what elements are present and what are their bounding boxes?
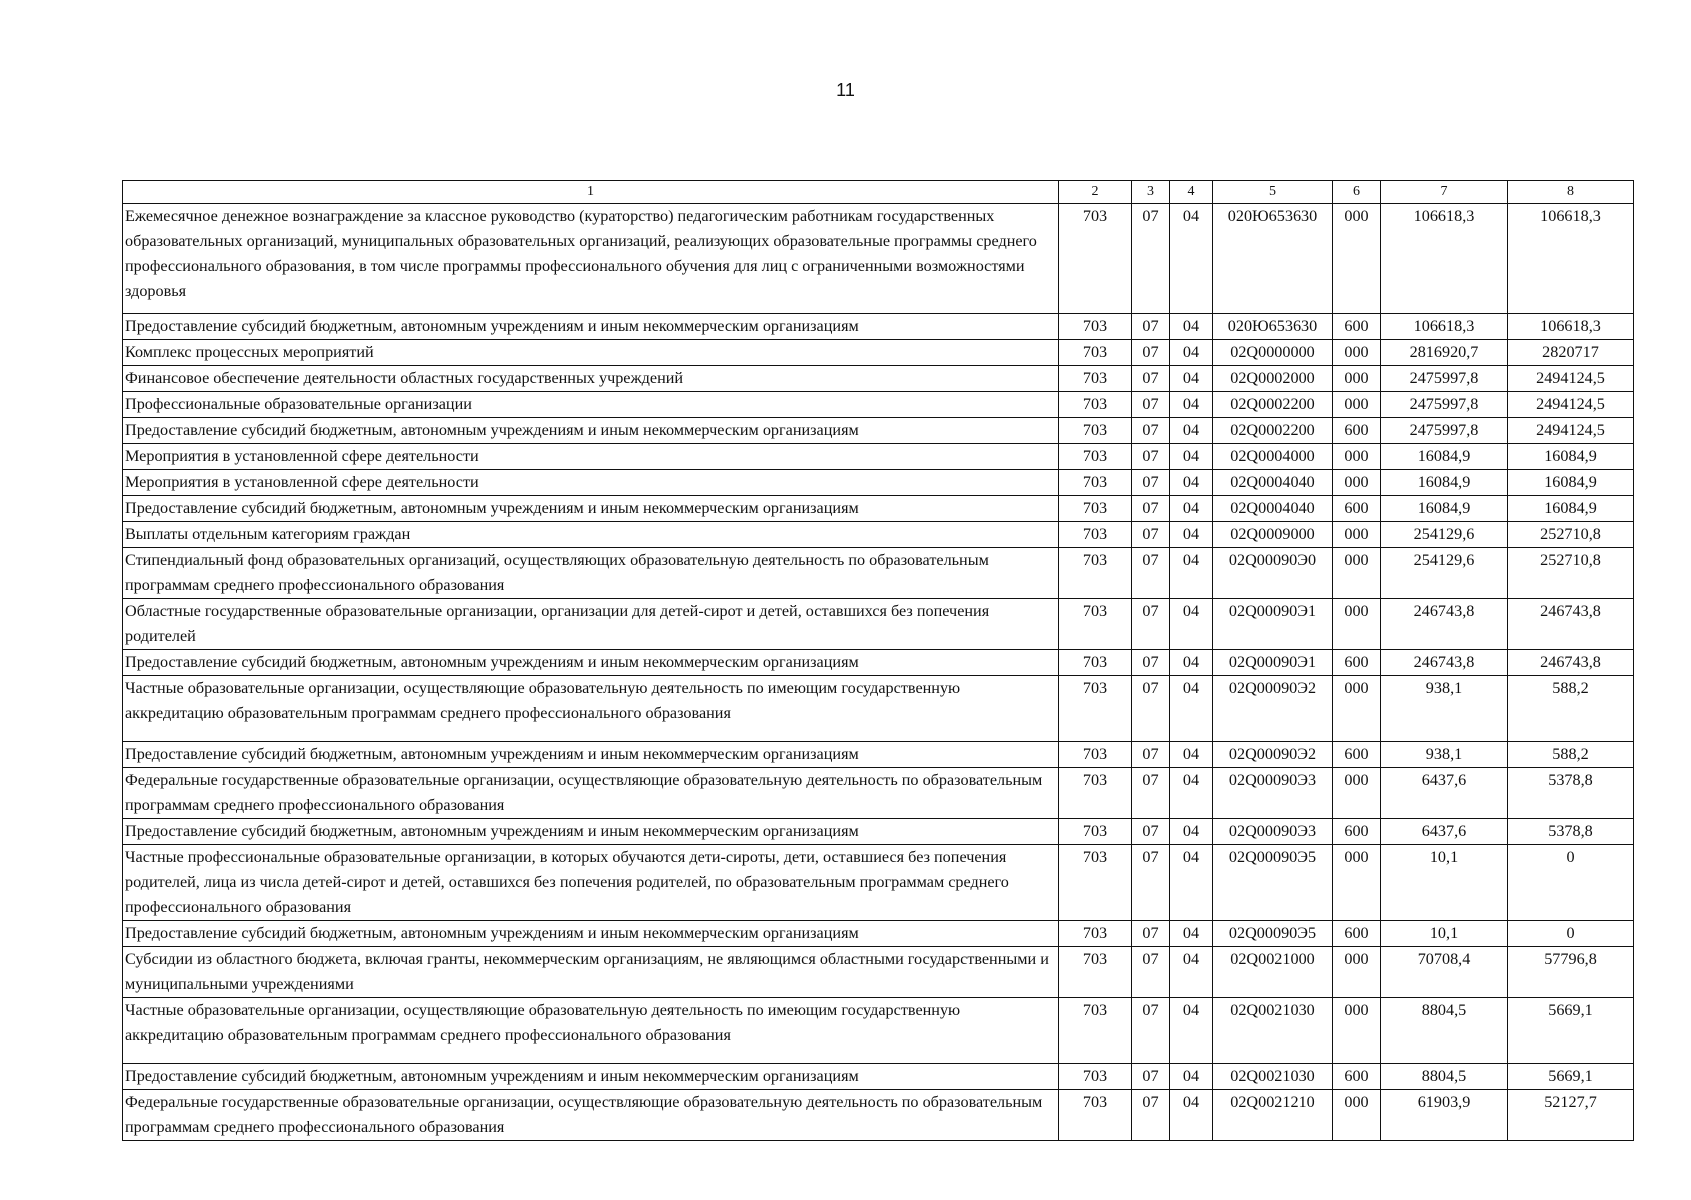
row-col-3: 07: [1132, 204, 1170, 314]
row-col-7: 938,1: [1381, 742, 1508, 768]
row-col-3: 07: [1132, 676, 1170, 742]
row-name: Комплекс процессных мероприятий: [123, 340, 1059, 366]
row-col-5: 02Q00090Э5: [1213, 845, 1333, 921]
row-col-2: 703: [1059, 522, 1132, 548]
column-header: 3: [1132, 181, 1170, 204]
row-name: Частные профессиональные образовательные организации, в которых обучаются дети-сироты, дети, оставшиеся без попечения родителей, лица из числа детей-сирот и детей, оставшихся без попечения родителей, по образовательным программам среднего профессионального образования: [123, 845, 1059, 921]
table-body: [123, 181, 1634, 1141]
table-row: [123, 650, 1634, 676]
row-col-6: 600: [1333, 819, 1381, 845]
table-row: [123, 921, 1634, 947]
row-col-6: 000: [1333, 444, 1381, 470]
row-col-7: 10,1: [1381, 921, 1508, 947]
table-row: [123, 548, 1634, 599]
row-col-4: 04: [1170, 392, 1213, 418]
table-row: [123, 470, 1634, 496]
row-col-3: 07: [1132, 650, 1170, 676]
row-col-8: 588,2: [1508, 676, 1634, 742]
row-col-8: 16084,9: [1508, 496, 1634, 522]
row-name: Предоставление субсидий бюджетным, автономным учреждениям и иным некоммерческим организациям: [123, 650, 1059, 676]
row-col-2: 703: [1059, 392, 1132, 418]
row-col-3: 07: [1132, 314, 1170, 340]
row-name: Субсидии из областного бюджета, включая гранты, некоммерческим организациям, не являющимся областными государственными и муниципальными учреждениями: [123, 947, 1059, 998]
table-row: [123, 418, 1634, 444]
row-col-3: 07: [1132, 599, 1170, 650]
row-col-6: 000: [1333, 366, 1381, 392]
row-col-6: 000: [1333, 599, 1381, 650]
row-col-3: 07: [1132, 444, 1170, 470]
row-col-7: 16084,9: [1381, 496, 1508, 522]
table-row: [123, 676, 1634, 742]
row-col-4: 04: [1170, 599, 1213, 650]
row-col-3: 07: [1132, 1090, 1170, 1141]
row-col-7: 2816920,7: [1381, 340, 1508, 366]
row-col-5: 020Ю653630: [1213, 314, 1333, 340]
row-name: Предоставление субсидий бюджетным, автономным учреждениям и иным некоммерческим организациям: [123, 1064, 1059, 1090]
row-col-5: 02Q0002000: [1213, 366, 1333, 392]
table-row: [123, 522, 1634, 548]
row-col-4: 04: [1170, 470, 1213, 496]
row-col-5: 02Q0021210: [1213, 1090, 1333, 1141]
row-col-5: 02Q0004040: [1213, 470, 1333, 496]
row-col-7: 16084,9: [1381, 444, 1508, 470]
row-col-8: 106618,3: [1508, 314, 1634, 340]
row-col-7: 254129,6: [1381, 548, 1508, 599]
row-col-2: 703: [1059, 204, 1132, 314]
row-col-7: 70708,4: [1381, 947, 1508, 998]
row-col-3: 07: [1132, 742, 1170, 768]
page-number: 11: [836, 80, 855, 100]
row-col-7: 2475997,8: [1381, 418, 1508, 444]
row-col-4: 04: [1170, 742, 1213, 768]
row-col-8: 252710,8: [1508, 522, 1634, 548]
row-col-3: 07: [1132, 470, 1170, 496]
row-col-7: 938,1: [1381, 676, 1508, 742]
table-row: [123, 1064, 1634, 1090]
row-col-4: 04: [1170, 366, 1213, 392]
column-header: 2: [1059, 181, 1132, 204]
row-col-5: 020Ю653630: [1213, 204, 1333, 314]
row-col-7: 2475997,8: [1381, 366, 1508, 392]
row-col-8: 2494124,5: [1508, 418, 1634, 444]
row-col-2: 703: [1059, 1064, 1132, 1090]
row-col-7: 6437,6: [1381, 819, 1508, 845]
row-col-3: 07: [1132, 819, 1170, 845]
row-col-6: 000: [1333, 470, 1381, 496]
table-row: [123, 1090, 1634, 1141]
column-header: 4: [1170, 181, 1213, 204]
row-col-5: 02Q00090Э1: [1213, 650, 1333, 676]
row-col-3: 07: [1132, 418, 1170, 444]
table-row: [123, 340, 1634, 366]
row-name: Областные государственные образовательные организации, организации для детей-сирот и детей, оставшихся без попечения родителей: [123, 599, 1059, 650]
row-col-3: 07: [1132, 921, 1170, 947]
row-col-6: 600: [1333, 921, 1381, 947]
row-col-6: 600: [1333, 314, 1381, 340]
row-col-5: 02Q0000000: [1213, 340, 1333, 366]
row-col-3: 07: [1132, 496, 1170, 522]
row-name: Предоставление субсидий бюджетным, автономным учреждениям и иным некоммерческим организациям: [123, 819, 1059, 845]
column-header: 6: [1333, 181, 1381, 204]
column-header: 1: [123, 181, 1059, 204]
row-col-4: 04: [1170, 676, 1213, 742]
row-col-5: 02Q0009000: [1213, 522, 1333, 548]
row-col-2: 703: [1059, 366, 1132, 392]
row-col-5: 02Q0021030: [1213, 1064, 1333, 1090]
row-name: Стипендиальный фонд образовательных организаций, осуществляющих образовательную деятельность по образовательным программам среднего профессионального образования: [123, 548, 1059, 599]
row-col-6: 000: [1333, 392, 1381, 418]
table-row: [123, 314, 1634, 340]
row-name: Профессиональные образовательные организации: [123, 392, 1059, 418]
row-col-6: 000: [1333, 845, 1381, 921]
row-col-4: 04: [1170, 819, 1213, 845]
row-col-4: 04: [1170, 947, 1213, 998]
row-col-2: 703: [1059, 921, 1132, 947]
row-col-2: 703: [1059, 768, 1132, 819]
table-row: [123, 366, 1634, 392]
row-col-4: 04: [1170, 921, 1213, 947]
row-col-6: 600: [1333, 418, 1381, 444]
budget-table: [122, 180, 1634, 1141]
row-col-3: 07: [1132, 522, 1170, 548]
row-col-7: 246743,8: [1381, 650, 1508, 676]
row-col-2: 703: [1059, 340, 1132, 366]
row-col-8: 0: [1508, 921, 1634, 947]
table-row: [123, 392, 1634, 418]
row-col-7: 10,1: [1381, 845, 1508, 921]
row-col-4: 04: [1170, 340, 1213, 366]
row-col-8: 2494124,5: [1508, 392, 1634, 418]
row-col-2: 703: [1059, 314, 1132, 340]
row-col-2: 703: [1059, 548, 1132, 599]
column-header: 7: [1381, 181, 1508, 204]
row-col-6: 000: [1333, 340, 1381, 366]
row-col-5: 02Q00090Э0: [1213, 548, 1333, 599]
row-col-7: 61903,9: [1381, 1090, 1508, 1141]
row-col-7: 8804,5: [1381, 1064, 1508, 1090]
row-col-3: 07: [1132, 1064, 1170, 1090]
row-name: Предоставление субсидий бюджетным, автономным учреждениям и иным некоммерческим организациям: [123, 418, 1059, 444]
table-row: [123, 819, 1634, 845]
row-col-8: 246743,8: [1508, 650, 1634, 676]
row-col-2: 703: [1059, 496, 1132, 522]
row-col-3: 07: [1132, 548, 1170, 599]
row-name: Предоставление субсидий бюджетным, автономным учреждениям и иным некоммерческим организациям: [123, 496, 1059, 522]
row-col-8: 246743,8: [1508, 599, 1634, 650]
header-row: [123, 181, 1634, 204]
row-col-3: 07: [1132, 998, 1170, 1064]
table-row: [123, 947, 1634, 998]
column-header: 8: [1508, 181, 1634, 204]
row-col-3: 07: [1132, 366, 1170, 392]
table-row: [123, 599, 1634, 650]
row-col-2: 703: [1059, 470, 1132, 496]
row-col-6: 000: [1333, 548, 1381, 599]
table-row: [123, 496, 1634, 522]
table-row: [123, 444, 1634, 470]
row-col-2: 703: [1059, 845, 1132, 921]
row-col-6: 600: [1333, 496, 1381, 522]
row-col-8: 106618,3: [1508, 204, 1634, 314]
row-col-4: 04: [1170, 496, 1213, 522]
row-col-8: 252710,8: [1508, 548, 1634, 599]
row-col-7: 2475997,8: [1381, 392, 1508, 418]
row-name: Предоставление субсидий бюджетным, автономным учреждениям и иным некоммерческим организациям: [123, 314, 1059, 340]
row-col-5: 02Q0021030: [1213, 998, 1333, 1064]
row-col-5: 02Q0002200: [1213, 418, 1333, 444]
row-col-4: 04: [1170, 1064, 1213, 1090]
row-col-6: 000: [1333, 768, 1381, 819]
row-col-5: 02Q00090Э3: [1213, 819, 1333, 845]
row-col-4: 04: [1170, 522, 1213, 548]
row-col-2: 703: [1059, 742, 1132, 768]
row-col-4: 04: [1170, 998, 1213, 1064]
row-col-5: 02Q00090Э3: [1213, 768, 1333, 819]
row-col-3: 07: [1132, 392, 1170, 418]
row-col-3: 07: [1132, 768, 1170, 819]
row-name: Федеральные государственные образовательные организации, осуществляющие образовательную деятельность по образовательным программам среднего профессионального образования: [123, 768, 1059, 819]
row-name: Предоставление субсидий бюджетным, автономным учреждениям и иным некоммерческим организациям: [123, 921, 1059, 947]
row-col-8: 16084,9: [1508, 444, 1634, 470]
row-name: Мероприятия в установленной сфере деятельности: [123, 470, 1059, 496]
row-col-8: 52127,7: [1508, 1090, 1634, 1141]
row-col-5: 02Q0021000: [1213, 947, 1333, 998]
row-col-8: 16084,9: [1508, 470, 1634, 496]
row-col-4: 04: [1170, 768, 1213, 819]
row-col-8: 588,2: [1508, 742, 1634, 768]
row-col-4: 04: [1170, 1090, 1213, 1141]
row-col-4: 04: [1170, 548, 1213, 599]
table-row: [123, 742, 1634, 768]
row-name: Финансовое обеспечение деятельности областных государственных учреждений: [123, 366, 1059, 392]
row-col-6: 000: [1333, 947, 1381, 998]
row-name: Частные образовательные организации, осуществляющие образовательную деятельность по имеющим государственную аккредитацию образовательным программам среднего профессионального образования: [123, 676, 1059, 742]
table-row: [123, 768, 1634, 819]
row-col-2: 703: [1059, 676, 1132, 742]
table-row: [123, 845, 1634, 921]
row-col-2: 703: [1059, 599, 1132, 650]
row-col-6: 000: [1333, 998, 1381, 1064]
row-col-6: 000: [1333, 522, 1381, 548]
row-col-2: 703: [1059, 444, 1132, 470]
row-col-3: 07: [1132, 947, 1170, 998]
row-col-7: 106618,3: [1381, 204, 1508, 314]
row-col-7: 106618,3: [1381, 314, 1508, 340]
row-col-4: 04: [1170, 314, 1213, 340]
row-col-2: 703: [1059, 947, 1132, 998]
row-col-6: 000: [1333, 676, 1381, 742]
table-row: [123, 204, 1634, 314]
row-col-8: 5378,8: [1508, 819, 1634, 845]
row-col-8: 57796,8: [1508, 947, 1634, 998]
row-col-4: 04: [1170, 444, 1213, 470]
row-col-8: 5669,1: [1508, 998, 1634, 1064]
row-col-5: 02Q0002200: [1213, 392, 1333, 418]
row-col-7: 254129,6: [1381, 522, 1508, 548]
row-col-3: 07: [1132, 340, 1170, 366]
row-col-8: 5378,8: [1508, 768, 1634, 819]
row-name: Федеральные государственные образовательные организации, осуществляющие образовательную деятельность по образовательным программам среднего профессионального образования: [123, 1090, 1059, 1141]
row-col-5: 02Q00090Э1: [1213, 599, 1333, 650]
row-col-4: 04: [1170, 845, 1213, 921]
row-col-5: 02Q0004000: [1213, 444, 1333, 470]
row-name: Предоставление субсидий бюджетным, автономным учреждениям и иным некоммерческим организациям: [123, 742, 1059, 768]
column-header: 5: [1213, 181, 1333, 204]
row-col-2: 703: [1059, 418, 1132, 444]
table-row: [123, 998, 1634, 1064]
row-name: Выплаты отдельным категориям граждан: [123, 522, 1059, 548]
row-col-2: 703: [1059, 998, 1132, 1064]
row-col-5: 02Q00090Э2: [1213, 676, 1333, 742]
row-col-8: 2820717: [1508, 340, 1634, 366]
row-col-5: 02Q00090Э5: [1213, 921, 1333, 947]
row-col-2: 703: [1059, 650, 1132, 676]
row-col-6: 600: [1333, 742, 1381, 768]
row-col-5: 02Q0004040: [1213, 496, 1333, 522]
row-col-6: 600: [1333, 1064, 1381, 1090]
row-col-8: 2494124,5: [1508, 366, 1634, 392]
row-col-8: 0: [1508, 845, 1634, 921]
row-col-7: 16084,9: [1381, 470, 1508, 496]
row-col-4: 04: [1170, 650, 1213, 676]
row-col-6: 000: [1333, 1090, 1381, 1141]
row-name: Частные образовательные организации, осуществляющие образовательную деятельность по имеющим государственную аккредитацию образовательным программам среднего профессионального образования: [123, 998, 1059, 1064]
row-col-5: 02Q00090Э2: [1213, 742, 1333, 768]
row-name: Мероприятия в установленной сфере деятельности: [123, 444, 1059, 470]
row-col-6: 000: [1333, 204, 1381, 314]
row-col-7: 246743,8: [1381, 599, 1508, 650]
row-col-2: 703: [1059, 1090, 1132, 1141]
row-name: Ежемесячное денежное вознаграждение за классное руководство (кураторство) педагогическим работникам государственных образовательных организаций, муниципальных образовательных организаций, реализующих образовательные программы среднего профессионального образования, в том числе программы профессионального обучения для лиц с ограниченными возможностями здоровья: [123, 204, 1059, 314]
row-col-8: 5669,1: [1508, 1064, 1634, 1090]
row-col-4: 04: [1170, 204, 1213, 314]
row-col-3: 07: [1132, 845, 1170, 921]
row-col-2: 703: [1059, 819, 1132, 845]
row-col-6: 600: [1333, 650, 1381, 676]
row-col-7: 8804,5: [1381, 998, 1508, 1064]
row-col-4: 04: [1170, 418, 1213, 444]
row-col-7: 6437,6: [1381, 768, 1508, 819]
